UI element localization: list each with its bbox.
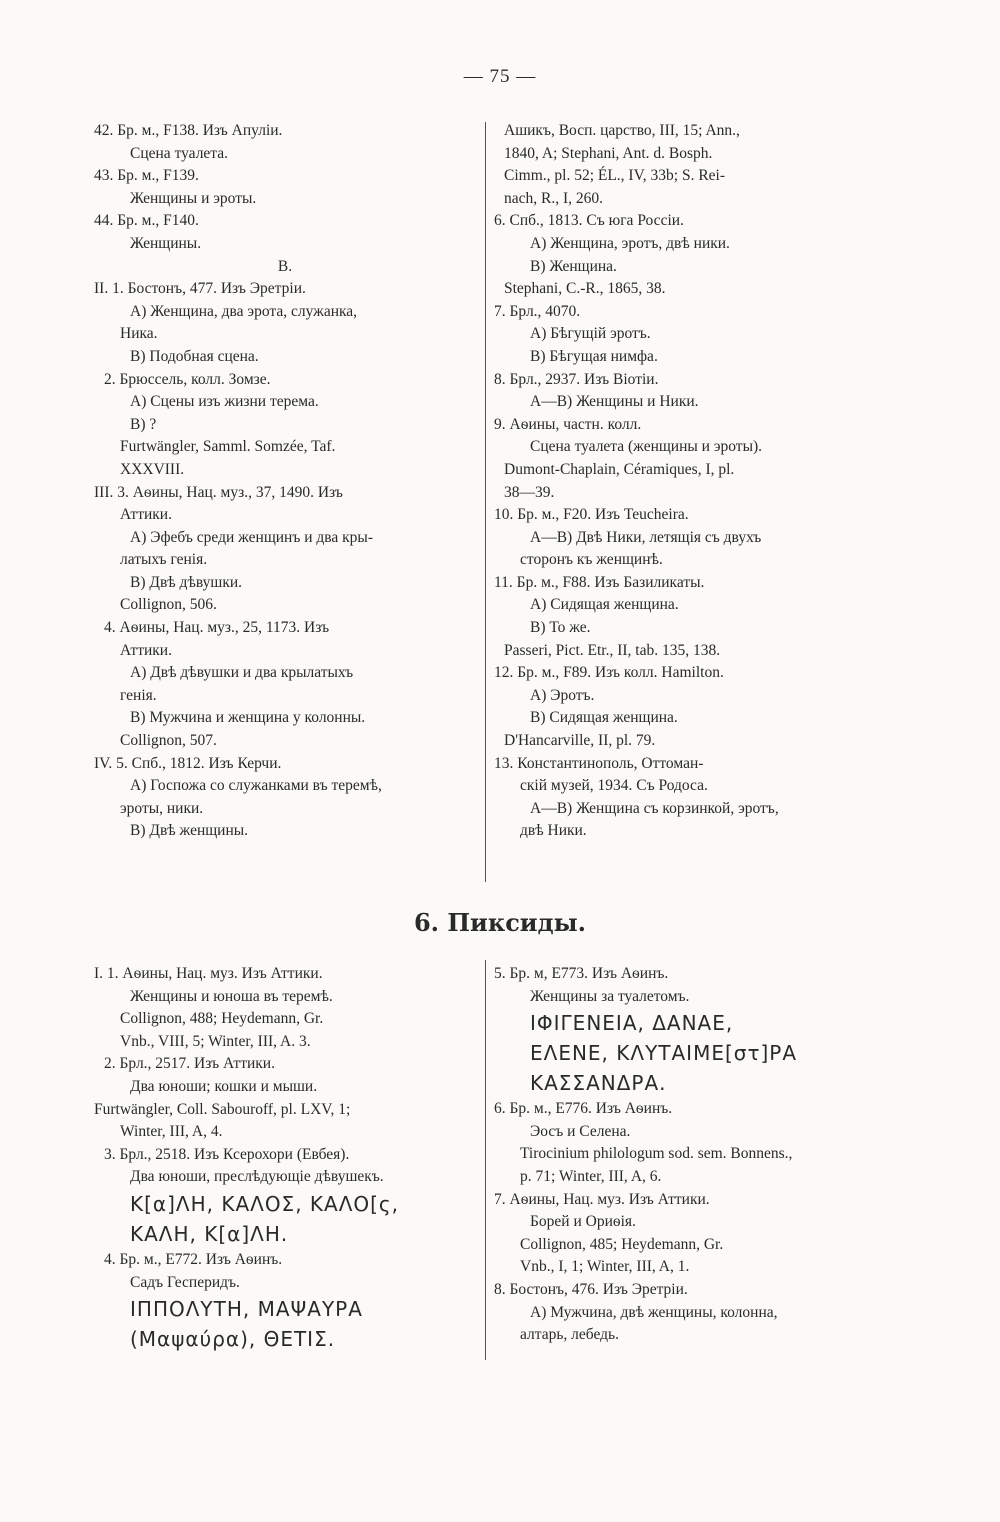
- text-line: Passeri, Pict. Etr., II, tab. 135, 138.: [504, 641, 721, 659]
- column-divider-top: [485, 122, 486, 882]
- text-line: Dumont-Chaplain, Céramiques, I, pl.: [504, 460, 735, 478]
- text-line: эроты, ники.: [120, 799, 204, 817]
- text-line: Эосъ и Селена.: [530, 1122, 631, 1140]
- text-line: двѣ Ники.: [520, 822, 587, 840]
- text-line: 3. Брл., 2518. Изъ Ксерохори (Евбея).: [104, 1145, 350, 1163]
- text-line: 2. Брл., 2517. Изъ Аттики.: [104, 1055, 275, 1073]
- text-line: Stephani, C.-R., 1865, 38.: [504, 280, 666, 298]
- text-line: А) Эротъ.: [530, 686, 595, 704]
- text-line: Женщины и юноша въ теремѣ.: [130, 987, 333, 1005]
- text-line: Collignon, 488; Heydemann, Gr.: [120, 1010, 324, 1028]
- column-right-top: [494, 120, 876, 843]
- text-line: Winter, III, A, 4.: [120, 1123, 223, 1141]
- text-line: А) Мужчина, двѣ женщины, колонна,: [530, 1303, 778, 1321]
- text-line: Женщины.: [130, 234, 202, 252]
- text-line: В) Мужчина и женщина у колонны.: [130, 709, 366, 727]
- text-line: p. 71; Winter, III, A, 6.: [520, 1167, 662, 1185]
- text-line: B.: [277, 257, 293, 275]
- text-line: генія.: [120, 686, 157, 704]
- column-right-bottom: [494, 963, 876, 1347]
- text-line: Tirocinium philologum sod. sem. Bonnens.,: [520, 1145, 793, 1163]
- text-line: 44. Бр. м., F140.: [94, 212, 199, 230]
- greek-inscription-line: (Μαψαύρα), ΘΕΤΙΣ.: [130, 1327, 336, 1352]
- text-line: Женщины за туалетомъ.: [530, 987, 690, 1005]
- text-line: В) ?: [130, 415, 157, 433]
- text-line: А) Сцены изъ жизни терема.: [130, 393, 319, 411]
- column-left-top: [94, 120, 476, 843]
- text-line: В) Женщина.: [530, 257, 617, 275]
- text-line: Ашикъ, Восп. царство, III, 15; Ann.,: [504, 122, 740, 139]
- text-line: II. 1. Бостонъ, 477. Изъ Эретріи.: [94, 280, 306, 298]
- text-line: Ника.: [120, 325, 158, 343]
- text-line: I. 1. Аѳины, Нац. муз. Изъ Аттики.: [94, 965, 323, 982]
- text-line: IV. 5. Спб., 1812. Изъ Керчи.: [94, 754, 282, 772]
- text-line: Сцена туалета (женщины и эроты).: [530, 438, 763, 456]
- text-line: 42. Бр. м., F138. Изъ Апуліи.: [94, 122, 283, 139]
- text-line: 1840, A; Stephani, Ant. d. Bosph.: [504, 144, 713, 162]
- column-left-bottom: [94, 963, 476, 1354]
- text-line: 7. Брл., 4070.: [494, 302, 581, 320]
- text-line: 4. Аѳины, Нац. муз., 25, 1173. Изъ: [104, 619, 330, 637]
- text-line: Cimm., pl. 52; ÉL., IV, 33b; S. Rei-: [504, 167, 726, 185]
- text-line: А—В) Женщины и Ники.: [530, 393, 699, 411]
- text-line: 5. Бр. м, E773. Изъ Аѳинъ.: [494, 965, 669, 982]
- text-line: 10. Бр. м., F20. Изъ Teucheira.: [494, 506, 689, 524]
- text-line: В) Двѣ дѣвушки.: [130, 573, 243, 591]
- text-line: Collignon, 506.: [120, 596, 217, 614]
- text-line: А) Эфебъ среди женщинъ и два кры-: [130, 528, 374, 546]
- text-line: 13. Константинополь, Оттоман-: [494, 754, 704, 772]
- text-line: Furtwängler, Samml. Somzée, Taf.: [120, 438, 336, 456]
- text-line: Collignon, 485; Heydemann, Gr.: [520, 1235, 724, 1253]
- section-heading: 6. Пиксиды.: [413, 908, 587, 937]
- text-line: Аттики.: [120, 641, 172, 659]
- text-line: алтарь, лебедь.: [520, 1326, 619, 1344]
- text-line: Женщины и эроты.: [130, 189, 257, 207]
- greek-inscription-line: ΙΠΠΟΛΥΤΗ, ΜΑΨΑΥΡΑ: [130, 1297, 363, 1322]
- text-line: В) Сидящая женщина.: [530, 709, 678, 727]
- text-line: D'Hancarville, II, pl. 79.: [504, 732, 656, 750]
- text-line: Два юноши; кошки и мыши.: [130, 1077, 318, 1095]
- text-line: 38—39.: [504, 483, 555, 501]
- text-line: латыхъ генія.: [120, 551, 208, 569]
- text-line: В) Двѣ женщины.: [130, 822, 249, 840]
- text-line: 6. Спб., 1813. Съ юга Россіи.: [494, 212, 684, 230]
- text-line: Аттики.: [120, 506, 172, 524]
- text-line: III. 3. Аѳины, Нац. муз., 37, 1490. Изъ: [94, 483, 343, 501]
- text-line: Collignon, 507.: [120, 732, 217, 750]
- text-line: сторонъ къ женщинѣ.: [520, 551, 663, 569]
- text-line: А) Двѣ дѣвушки и два крылатыхъ: [130, 664, 354, 682]
- text-line: В) То же.: [530, 619, 591, 637]
- text-line: XXXVIII.: [120, 460, 185, 478]
- text-line: Сцена туалета.: [130, 144, 229, 162]
- text-line: А—В) Женщина съ корзинкой, эротъ,: [530, 799, 779, 817]
- greek-inscription-line: ΙΦΙΓΕΝΕΙΑ, ΔΑΝΑΕ,: [530, 1011, 734, 1036]
- text-line: В) Бѣгущая нимфа.: [530, 347, 658, 365]
- text-line: 9. Аѳины, частн. колл.: [494, 415, 642, 433]
- text-line: А) Женщина, эротъ, двѣ ники.: [530, 234, 730, 252]
- text-line: Садъ Гесперидъ.: [130, 1273, 240, 1291]
- text-line: 7. Аѳины, Нац. муз. Изъ Аттики.: [494, 1190, 710, 1208]
- text-line: Vnb., VIII, 5; Winter, III, A. 3.: [120, 1032, 311, 1050]
- greek-inscription-line: Κ[α]ΛΗ, ΚΑΛΟΣ, ΚΑΛΟ[ς,: [130, 1191, 400, 1216]
- text-line: 11. Бр. м., F88. Изъ Базиликаты.: [494, 573, 705, 591]
- text-line: Борей и Ориѳія.: [530, 1213, 636, 1231]
- text-line: В) Подобная сцена.: [130, 347, 259, 365]
- text-line: А) Бѣгущій эротъ.: [530, 325, 651, 343]
- text-line: 8. Бостонъ, 476. Изъ Эретріи.: [494, 1280, 688, 1298]
- text-line: А) Сидящая женщина.: [530, 596, 679, 614]
- text-line: 6. Бр. м., E776. Изъ Аѳинъ.: [494, 1100, 673, 1118]
- text-line: скій музей, 1934. Съ Родоса.: [520, 777, 708, 795]
- text-line: Furtwängler, Coll. Sabouroff, pl. LXV, 1;: [94, 1100, 351, 1118]
- greek-inscription-line: ΕΛΕΝΕ, ΚΛΥΤΑΙΜΕ[στ]ΡΑ: [530, 1041, 798, 1066]
- text-line: А) Госпожа со служанками въ теремѣ,: [130, 777, 382, 795]
- text-line: 12. Бр. м., F89. Изъ колл. Hamilton.: [494, 664, 724, 682]
- column-divider-bottom: [485, 960, 486, 1360]
- text-line: Два юноши, преслѣдующіе дѣвушекъ.: [130, 1168, 384, 1186]
- text-line: 2. Брюссель, колл. Зомзе.: [104, 370, 271, 388]
- page-number: — 75 —: [463, 66, 537, 87]
- text-line: 4. Бр. м., E772. Изъ Аѳинъ.: [104, 1250, 283, 1268]
- text-line: 43. Бр. м., F139.: [94, 167, 199, 185]
- text-line: 8. Брл., 2937. Изъ Віотіи.: [494, 370, 659, 388]
- greek-inscription-line: ΚΑΣΣΑΝΔΡΑ.: [530, 1071, 667, 1096]
- text-line: nach, R., I, 260.: [504, 189, 604, 207]
- text-line: А) Женщина, два эрота, служанка,: [130, 302, 358, 320]
- text-line: А—В) Двѣ Ники, летящія съ двухъ: [530, 528, 762, 546]
- text-line: Vnb., I, 1; Winter, III, A, 1.: [520, 1258, 690, 1276]
- greek-inscription-line: ΚΑΛΗ, Κ[α]ΛΗ.: [130, 1221, 289, 1246]
